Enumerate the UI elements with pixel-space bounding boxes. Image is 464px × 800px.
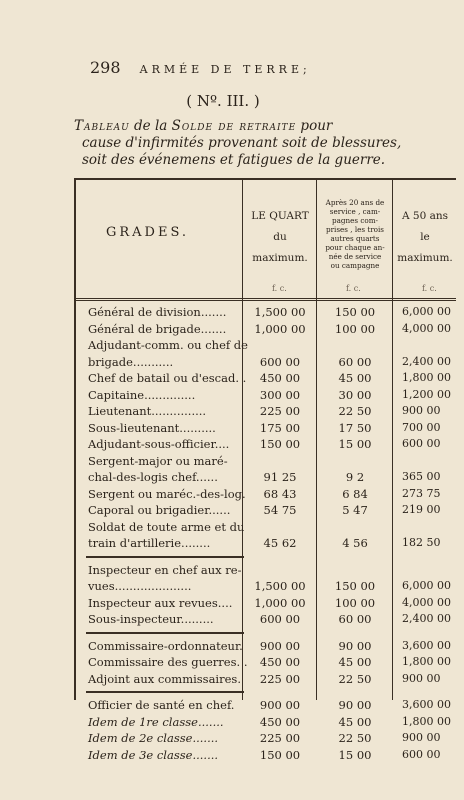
grade-cell: Chef de batail ou d'escad. .: [88, 371, 247, 385]
quart-cell: 68 43: [263, 486, 297, 501]
table-row: [76, 436, 456, 453]
header-grades: GRADES.: [106, 225, 190, 240]
grade-cell: Idem de 1re classe.......: [88, 714, 224, 729]
apres-cell: 5 47: [342, 503, 368, 517]
grade-cell: Général de brigade.......: [88, 321, 227, 336]
table-row: [76, 697, 456, 714]
title-line-3: soit des événemens et fatigues de la guerre.: [82, 152, 386, 168]
apres-cell: 90 00: [338, 638, 372, 653]
quart-cell: 225 00: [259, 671, 301, 686]
table-row: [76, 611, 456, 628]
quart-cell: 300 00: [259, 387, 301, 402]
apres-cell: 15 00: [338, 747, 372, 762]
apres-cell: 45 00: [338, 655, 372, 669]
pension-table: [74, 178, 456, 762]
header-quart: LE QUART du maximum.: [251, 210, 309, 264]
max-cell: 3,600 00: [402, 638, 451, 652]
apres-cell: 60 00: [338, 354, 372, 369]
table-row: [76, 595, 456, 612]
title-line-2: cause d'infirmités provenant soit de blessures,: [82, 135, 402, 151]
max-cell: 4,000 00: [402, 595, 451, 609]
table-row: [76, 453, 456, 486]
header-max: A 50 ans le maximum.: [397, 210, 453, 264]
grade-cell: Soldat de toute arme et du train d'artillerie........: [88, 519, 245, 550]
quart-cell: 91 25: [263, 470, 297, 484]
quart-cell: 150 00: [259, 747, 301, 762]
table-number: ( Nº. III. ): [186, 92, 260, 110]
max-cell: 2,400 00: [402, 354, 451, 368]
header-apres: Après 20 ans de service , cam- pagnes com- prises , les trois autres quarts pour chaque an- née de service ou campagne: [325, 198, 385, 270]
table-row: [76, 387, 456, 404]
max-cell: 219 00: [402, 503, 441, 516]
apres-cell: 22 50: [338, 404, 372, 418]
quart-cell: 900 00: [259, 698, 301, 712]
apres-cell: 100 00: [334, 595, 376, 610]
apres-cell: 15 00: [338, 437, 372, 451]
grade-cell: Adjudant-sous-officier....: [88, 437, 230, 451]
apres-cell: 45 00: [338, 714, 372, 729]
running-title: ARMÉE DE TERRE;: [139, 63, 311, 76]
table-header: [76, 180, 456, 301]
table-row: [76, 486, 456, 503]
apres-cell: 90 00: [338, 698, 372, 712]
group-separator: [76, 552, 456, 562]
group-separator: [76, 628, 456, 638]
max-cell: 700 00: [402, 420, 441, 434]
grade-cell: Adjoint aux commissaires.: [88, 671, 241, 686]
table-row: [76, 403, 456, 420]
quart-cell: 450 00: [259, 655, 301, 669]
max-cell: 273 75: [402, 486, 441, 500]
grade-cell: Sergent-major ou maré- chal-des-logis chef......: [88, 453, 228, 484]
unit-label: f. c.: [346, 284, 361, 293]
table-row: [76, 654, 456, 671]
max-cell: 1,200 00: [402, 387, 451, 401]
grade-cell: Adjudant-comm. ou chef de brigade...........: [88, 338, 248, 369]
grade-cell: Sous-lieutenant..........: [88, 420, 216, 435]
apres-cell: 30 00: [338, 387, 372, 402]
grade-cell: Officier de santé en chef.: [88, 698, 235, 712]
apres-cell: 4 56: [342, 536, 368, 550]
quart-cell: 900 00: [259, 638, 301, 653]
quart-cell: 600 00: [259, 612, 301, 626]
max-cell: 600 00: [402, 747, 441, 761]
max-cell: 600 00: [402, 437, 441, 450]
apres-cell: 150 00: [334, 305, 376, 319]
quart-cell: 54 75: [263, 503, 297, 517]
unit-label: f. c.: [422, 284, 437, 293]
max-cell: 6,000 00: [402, 305, 451, 318]
max-cell: 4,000 00: [402, 321, 451, 335]
table-row: [76, 730, 456, 747]
grade-cell: Idem de 3e classe.......: [88, 747, 219, 762]
max-cell: 900 00: [402, 404, 441, 417]
grade-cell: Général de division.......: [88, 305, 227, 319]
max-cell: 2,400 00: [402, 612, 451, 625]
apres-cell: 9 2: [345, 470, 365, 484]
grade-cell: Inspecteur aux revues....: [88, 595, 233, 610]
title-line-1: Tableau de la Solde de retraite pour: [74, 118, 333, 134]
table-row: [76, 420, 456, 437]
table-title: [74, 118, 446, 169]
table-row: [76, 562, 456, 595]
apres-cell: 150 00: [334, 579, 376, 593]
page-number: 298: [90, 58, 121, 77]
grade-cell: Inspecteur en chef aux re- vues.....................: [88, 562, 242, 593]
grade-cell: Commissaire des guerres. .: [88, 655, 248, 669]
quart-cell: 450 00: [259, 714, 301, 729]
apres-cell: 22 50: [338, 731, 372, 745]
table-row: [76, 747, 456, 764]
table-row: [76, 502, 456, 519]
quart-cell: 225 00: [259, 404, 301, 418]
quart-cell: 600 00: [259, 354, 301, 369]
table-row: [76, 714, 456, 731]
grade-cell: Capitaine..............: [88, 387, 196, 402]
max-cell: 1,800 00: [402, 371, 451, 384]
quart-cell: 1,500 00: [254, 305, 306, 319]
table-row: [76, 638, 456, 655]
apres-cell: 60 00: [338, 612, 372, 626]
quart-cell: 225 00: [259, 731, 301, 745]
max-cell: 365 00: [402, 470, 441, 483]
max-cell: 1,800 00: [402, 714, 451, 728]
max-cell: 182 50: [402, 536, 441, 549]
quart-cell: 1,500 00: [254, 579, 306, 593]
grade-cell: Idem de 2e classe.......: [88, 731, 219, 745]
table-row: [76, 304, 456, 321]
grade-cell: Lieutenant...............: [88, 404, 207, 418]
grade-cell: Sergent ou maréc.-des-log.: [88, 486, 246, 501]
group-separator: [76, 687, 456, 697]
grade-cell: Commissaire-ordonnateur.: [88, 638, 243, 653]
table-row: [76, 671, 456, 688]
table-row: [76, 337, 456, 370]
apres-cell: 45 00: [338, 371, 372, 385]
max-cell: 6,000 00: [402, 579, 451, 592]
max-cell: 900 00: [402, 731, 441, 744]
max-cell: 1,800 00: [402, 655, 451, 668]
quart-cell: 450 00: [259, 371, 301, 385]
quart-cell: 150 00: [259, 437, 301, 451]
grade-cell: Sous-inspecteur.........: [88, 612, 214, 626]
table-row: [76, 370, 456, 387]
quart-cell: 1,000 00: [254, 321, 306, 336]
max-cell: 900 00: [402, 671, 441, 685]
page-header: [90, 58, 311, 77]
apres-cell: 100 00: [334, 321, 376, 336]
apres-cell: 6 84: [342, 486, 368, 501]
unit-label: f. c.: [272, 284, 287, 293]
apres-cell: 22 50: [338, 671, 372, 686]
apres-cell: 17 50: [338, 420, 372, 435]
grade-cell: Caporal ou brigadier......: [88, 503, 231, 517]
quart-cell: 1,000 00: [254, 595, 306, 610]
quart-cell: 45 62: [263, 536, 297, 550]
quart-cell: 175 00: [259, 420, 301, 435]
table-body: [76, 304, 456, 763]
table-row: [76, 321, 456, 338]
table-row: [76, 519, 456, 552]
max-cell: 3,600 00: [402, 698, 451, 711]
